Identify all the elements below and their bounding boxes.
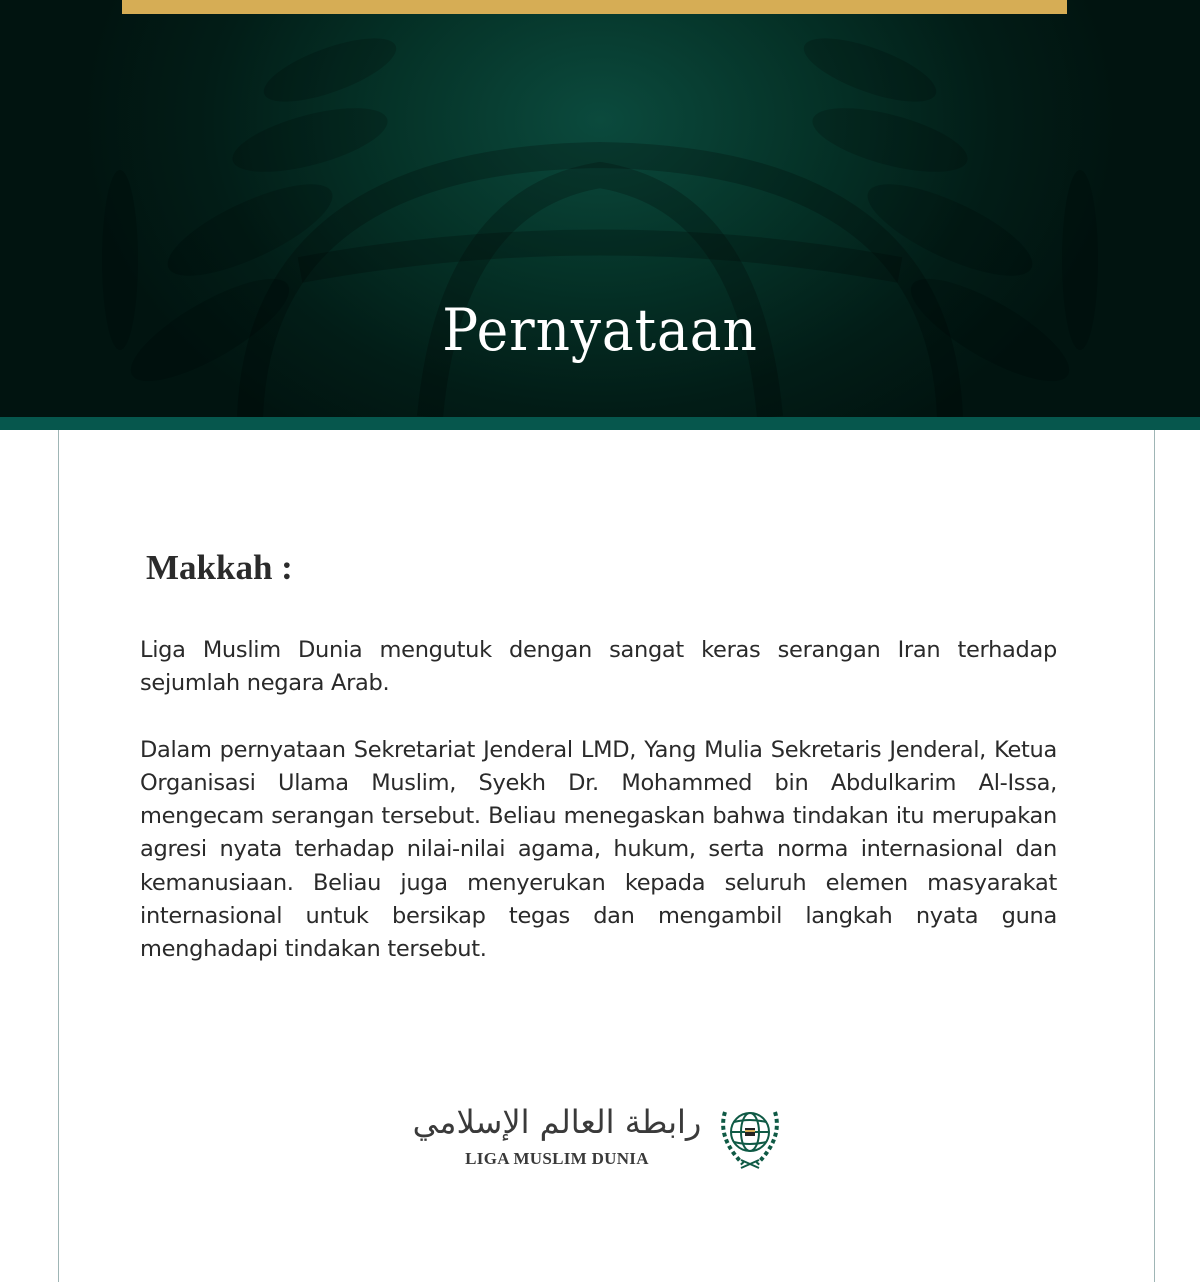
logo-text-block	[413, 1100, 702, 1170]
statement-body	[140, 634, 1057, 1000]
dateline: Makkah :	[146, 548, 293, 587]
gold-bar	[122, 0, 1067, 14]
header-banner	[0, 0, 1200, 417]
header-band	[0, 417, 1200, 430]
logo-arabic-text: رابطة العالم الإسلامي	[412, 1103, 702, 1141]
globe-laurel-emblem-icon	[713, 1098, 787, 1172]
paragraph: Dalam pernyataan Sekretariat Jenderal LMD, Yang Mulia Sekretaris Jenderal, Ketua Organisasi Ulama Muslim, Syekh Dr. Mohammed bin Abdulkarim Al-Issa, mengecam serangan tersebut. Beliau menegaskan bahwa tindakan itu merupakan agresi nyata terhadap nilai-nilai agama, hukum, serta norma internasional dan kemanusiaan. Beliau juga menyerukan kepada seluruh elemen masyarakat internasional untuk bersikap tegas dan mengambil langkah nyata guna menghadapi tindakan tersebut.	[140, 736, 1057, 963]
paragraph: Liga Muslim Dunia mengutuk dengan sangat keras serangan Iran terhadap sejumlah negara Arab.	[140, 637, 1057, 697]
page-title: Pernyataan	[442, 296, 758, 364]
logo-name: LIGA MUSLIM DUNIA	[465, 1149, 649, 1168]
organization-logo	[0, 1098, 1200, 1172]
